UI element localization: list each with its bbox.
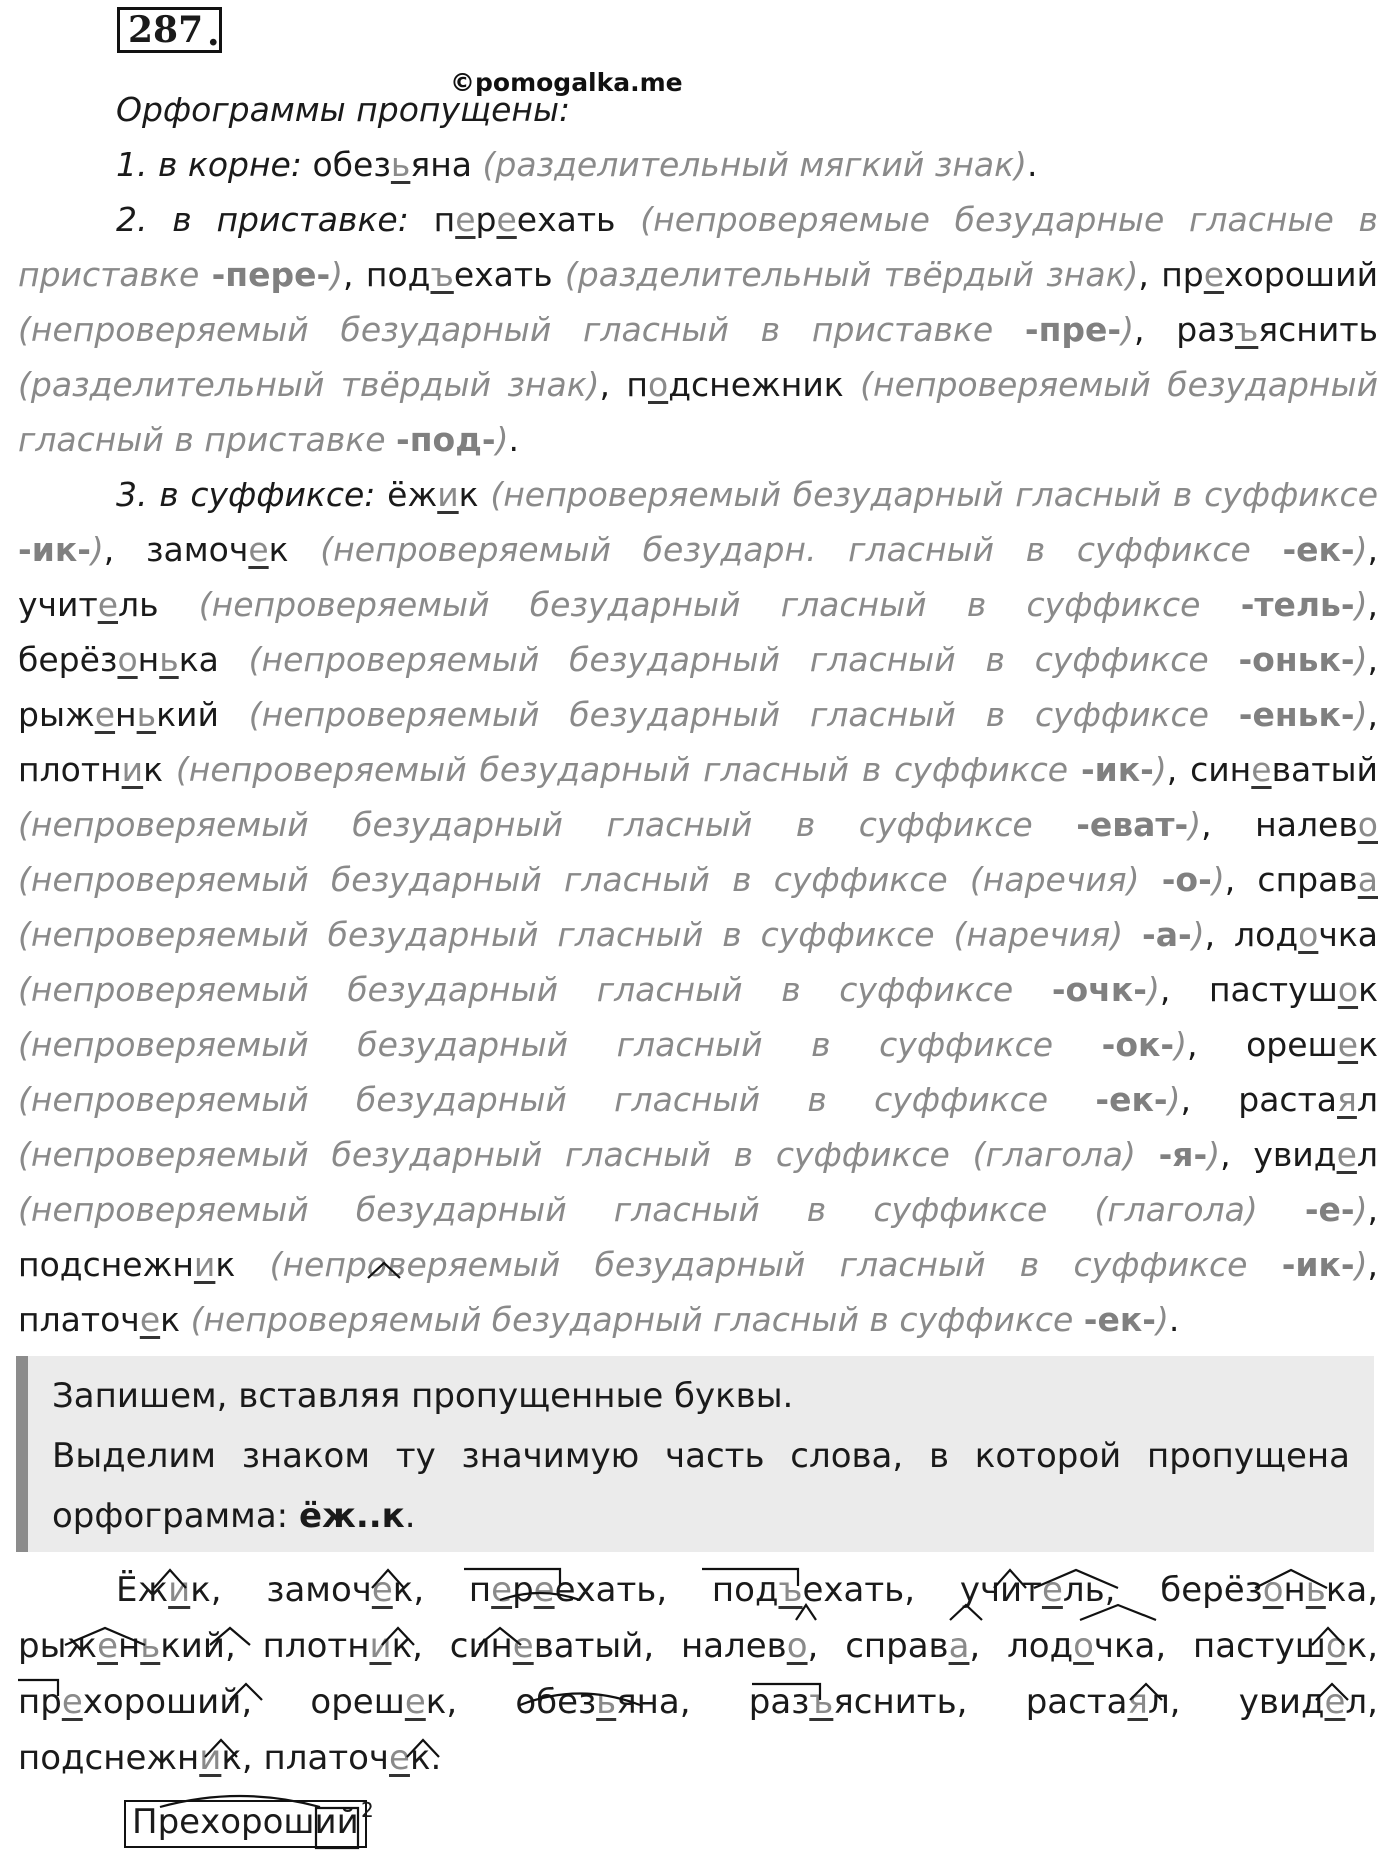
answer-word: пастушок (1193, 1626, 1368, 1666)
word-note: (непроверяемый безударный гласный в суффиксе -ек-) (18, 1080, 1181, 1119)
word-note: (непроверяемый безударный гласный в суффиксе -ик-) (175, 750, 1167, 789)
answer-word: рыженький (18, 1626, 225, 1666)
answer-word: плотник (262, 1626, 413, 1666)
word: лодочка (1234, 915, 1378, 954)
paragraph-prefix: 2. в приставке: переехать (непроверяемые безударные гласные в приставке -пере-), подъехать (разделительный твёрдый знак), прехороший (непроверяемый безударный гласный в приставке -пре-), разъяснить (разделительный твёрдый знак), подснежник (непроверяемый безударный гласный в приставке -под-). (18, 200, 1379, 459)
word: прехороший (1161, 255, 1379, 294)
word: замочек (145, 530, 289, 569)
answer-word: платочек (263, 1738, 431, 1778)
word: растаял (1238, 1080, 1378, 1119)
word: синеватый (1190, 750, 1378, 789)
answer-word: лодочка (1007, 1626, 1156, 1666)
instruction-line-1: Запишем, вставляя пропущенные буквы. (52, 1376, 794, 1416)
word: берёзонька (18, 640, 219, 679)
answer-word: справа (845, 1626, 970, 1666)
answer-word: растаял (1025, 1682, 1170, 1722)
answer-word: берёзонька (1160, 1570, 1368, 1610)
answer-word: переехать (468, 1570, 657, 1610)
paragraph-root: 1. в корне: обезьяна (разделительный мягкий знак). (116, 145, 1038, 184)
word-note: (непроверяемый безударный гласный в суффиксе -очк-) (18, 970, 1160, 1009)
word-note: (непроверяемый безударный гласный в суффиксе -ик-) (269, 1245, 1368, 1284)
answer-word: увидел (1238, 1682, 1368, 1722)
word-paragraph: Ёжик, замочек, переехать, подъехать, учитель, берёзонька, рыженький, плотник, синеватый, налево, справа, лодочка, пастушок, прехороший, орешек, обезьяна, разъяснить, растаял, увидел, подснежник, платочек. (18, 1570, 1379, 1778)
word: разъяснить (1176, 310, 1378, 349)
word: подснежник (626, 365, 844, 404)
word: справа (1257, 860, 1378, 899)
word-note: (непроверяемый безударный гласный в суффиксе (наречия) -о-) (18, 860, 1225, 899)
word: платочек (18, 1300, 181, 1339)
word-note: (непроверяемый безударный гласный в суффиксе -тель-) (198, 585, 1368, 624)
morpheme-word: Прехороший (124, 1800, 367, 1848)
instruction-panel (16, 1356, 1374, 1552)
answer-word: подъехать (711, 1570, 905, 1610)
superscript: 2 (361, 1798, 374, 1822)
word: рыженький (18, 695, 219, 734)
word: переехать (433, 200, 616, 239)
answer-word: налево (680, 1626, 808, 1666)
answer-text (18, 82, 1378, 1347)
word-note: (непроверяемый безударный гласный в суффиксе (глагола) -я-) (18, 1135, 1221, 1174)
word-note: (непроверяемый безударный гласный в суффиксе -ок-) (18, 1025, 1188, 1064)
word-note: (непроверяемый безударный гласный в суффиксе -ек-) (190, 1300, 1169, 1339)
word-note: (непроверяемый безударный гласный в суффиксе -еват-) (18, 805, 1202, 844)
instruction-line-2: Выделим знаком ту значимую часть слова, в которой пропущена орфограмма: ёж..к. (52, 1436, 1350, 1536)
answer-word: учитель (959, 1570, 1105, 1610)
answer-word: прехороший (18, 1682, 242, 1722)
word: обезьяна (312, 145, 472, 184)
exercise-number: 287 (117, 7, 222, 53)
watermark: ©pomogalka.me (450, 68, 683, 97)
word: подснежник (18, 1245, 236, 1284)
answer-word: подснежник (18, 1738, 242, 1778)
word: подъехать (365, 255, 553, 294)
word: плотник (18, 750, 164, 789)
answer-word: обезьяна (515, 1682, 680, 1722)
word: увидел (1253, 1135, 1378, 1174)
answer-word: разъяснить (748, 1682, 957, 1722)
exercise-number-dot: . (207, 12, 220, 54)
word-note: (непроверяемый безударный гласный в суффиксе -ик-) (18, 475, 1378, 569)
heading: Орфограммы пропущены: (116, 90, 571, 129)
word-note: (непроверяемый безударн. гласный в суффиксе -ек-) (320, 530, 1368, 569)
word-note: (непроверяемый безударный гласный в суффиксе -оньк-) (248, 640, 1368, 679)
answer-word: синеватый (449, 1626, 644, 1666)
answer-word: орешек (310, 1682, 447, 1722)
word: учитель (18, 585, 159, 624)
word: налево (1255, 805, 1378, 844)
word-note: (непроверяемый безударный гласный в суффиксе -еньк-) (248, 695, 1368, 734)
word: ёжик (387, 475, 479, 514)
word: орешек (1246, 1025, 1378, 1064)
paragraph-suffix: 3. в суффиксе: ёжик (непроверяемый безударный гласный в суффиксе -ик-), замочек (непроверяемый безударн. гласный в суффиксе -ек-), учитель (непроверяемый безударный гласный в суффиксе -тель-), берёзонька (непроверяемый безударный гласный в суффиксе -оньк-), рыженький (непроверяемый безударный гласный в суффиксе -еньк-), плотник (непроверяемый безударный гласный в суффиксе -ик-), синеватый (непроверяемый безударный гласный в суффиксе -еват-), налево (непроверяемый безударный гласный в суффиксе (наречия) -о-), справа (непроверяемый безударный гласный в суффиксе (наречия) -а-), лодочка (непроверяемый безударный гласный в суффиксе -очк-), пастушок (непроверяемый безударный гласный в суффиксе -ок-), орешек (непроверяемый безударный гласный в суффиксе -ек-), растаял (непроверяемый безударный гласный в суффиксе (глагола) -я-), увидел (непроверяемый безударный гласный в суффиксе (глагола) -е-), подснежник (непроверяемый безударный гласный в суффиксе -ик-), платочек (непроверяемый безударный гласный в суффиксе -ек-). (18, 475, 1378, 1339)
answer-word: замочек (266, 1570, 414, 1610)
answer-word: Ёжик (116, 1570, 211, 1610)
word: пастушок (1208, 970, 1378, 1009)
word-note: (непроверяемый безударный гласный в суффиксе (наречия) -а-) (18, 915, 1205, 954)
word-list (18, 1562, 1378, 1786)
word-note: (непроверяемый безударный гласный в суффиксе (глагола) -е-) (18, 1190, 1368, 1229)
